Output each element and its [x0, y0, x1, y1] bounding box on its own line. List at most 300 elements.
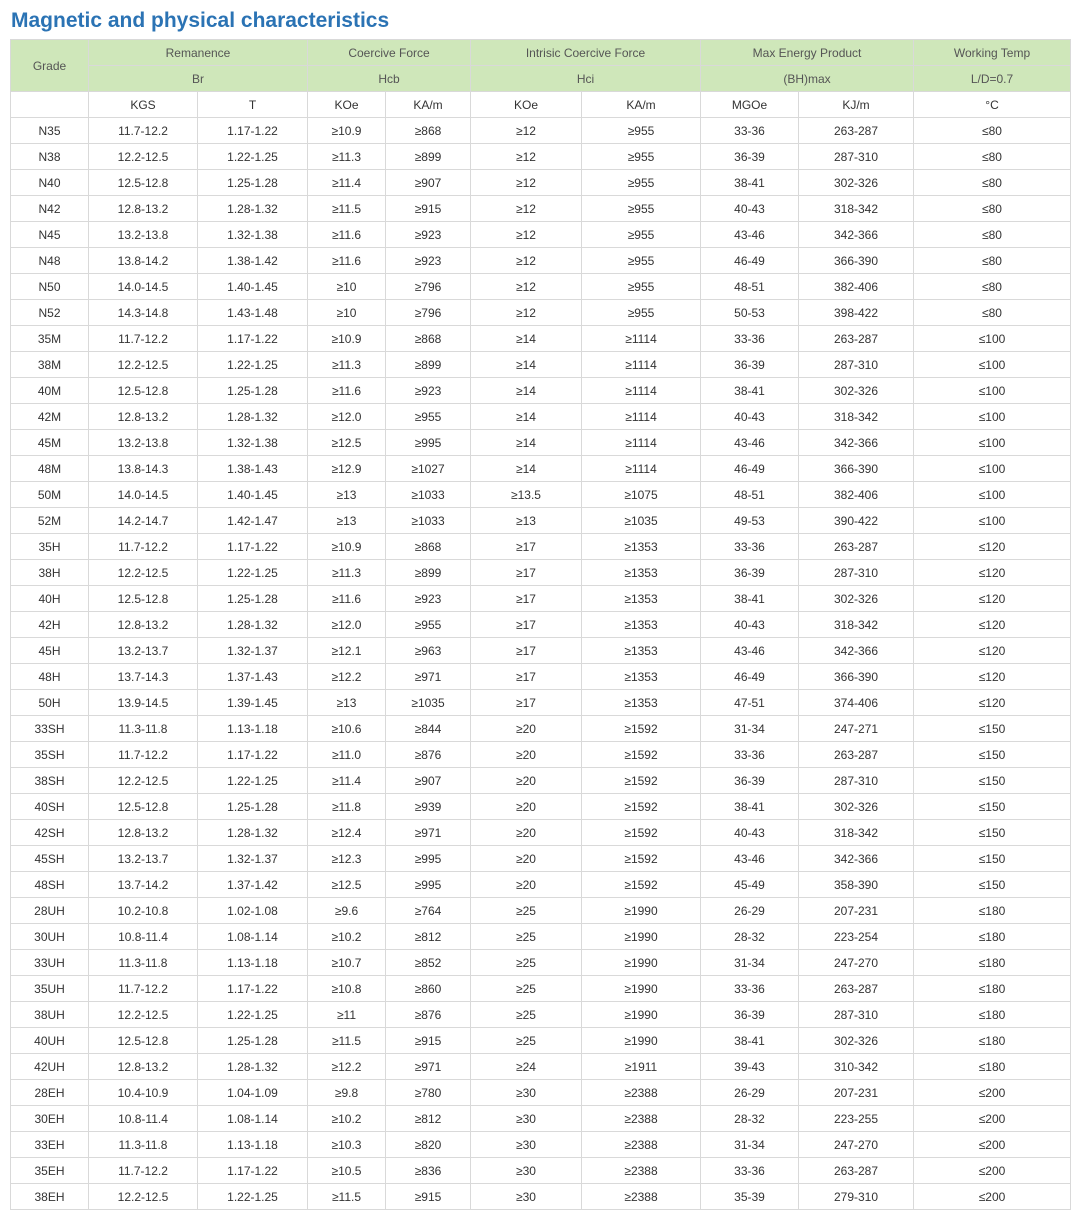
value-cell: 40-43 [701, 612, 799, 638]
grade-cell: N50 [11, 274, 89, 300]
value-cell: ≥844 [386, 716, 471, 742]
value-cell: 13.8-14.2 [89, 248, 198, 274]
value-cell: 302-326 [799, 378, 914, 404]
value-cell: 263-287 [799, 118, 914, 144]
value-cell: ≥12.0 [308, 404, 386, 430]
value-cell: 1.17-1.22 [198, 976, 308, 1002]
value-cell: ≥12 [471, 222, 582, 248]
value-cell: 38-41 [701, 794, 799, 820]
value-cell: ≥11.3 [308, 352, 386, 378]
value-cell: 1.08-1.14 [198, 1106, 308, 1132]
table-row [11, 1184, 1071, 1210]
value-cell: ≥14 [471, 456, 582, 482]
value-cell: 40-43 [701, 404, 799, 430]
table-row [11, 430, 1071, 456]
value-cell: 43-46 [701, 222, 799, 248]
value-cell: ≥12.2 [308, 664, 386, 690]
value-cell: ≥30 [471, 1158, 582, 1184]
value-cell: ≥14 [471, 352, 582, 378]
grade-cell: N52 [11, 300, 89, 326]
value-cell: ≥1990 [582, 1028, 701, 1054]
value-cell: ≤180 [914, 1028, 1071, 1054]
value-cell: 12.5-12.8 [89, 170, 198, 196]
value-cell: 1.04-1.09 [198, 1080, 308, 1106]
value-cell: ≥923 [386, 248, 471, 274]
value-cell: ≥1035 [386, 690, 471, 716]
value-cell: ≥25 [471, 976, 582, 1002]
value-cell: ≥955 [582, 300, 701, 326]
grade-cell: N42 [11, 196, 89, 222]
value-cell: ≥11.8 [308, 794, 386, 820]
value-cell: ≥13 [308, 508, 386, 534]
value-cell: ≥907 [386, 170, 471, 196]
value-cell: 12.8-13.2 [89, 404, 198, 430]
grade-cell: 45H [11, 638, 89, 664]
value-cell: 1.43-1.48 [198, 300, 308, 326]
table-row [11, 1158, 1071, 1184]
value-cell: 1.40-1.45 [198, 274, 308, 300]
table-row [11, 300, 1071, 326]
value-cell: 1.22-1.25 [198, 352, 308, 378]
unit-cell: KJ/m [799, 92, 914, 118]
value-cell: 11.7-12.2 [89, 976, 198, 1002]
value-cell: ≤150 [914, 716, 1071, 742]
value-cell: ≥25 [471, 1028, 582, 1054]
value-cell: 1.17-1.22 [198, 326, 308, 352]
table-row [11, 976, 1071, 1002]
value-cell: ≥971 [386, 664, 471, 690]
value-cell: ≥955 [582, 144, 701, 170]
grade-cell: 42H [11, 612, 89, 638]
value-cell: ≥12.5 [308, 872, 386, 898]
grade-cell: 28UH [11, 898, 89, 924]
value-cell: ≥2388 [582, 1184, 701, 1210]
value-cell: ≥11.4 [308, 768, 386, 794]
value-cell: ≥10.3 [308, 1132, 386, 1158]
value-cell: 14.0-14.5 [89, 482, 198, 508]
value-cell: 342-366 [799, 846, 914, 872]
unit-cell: MGOe [701, 92, 799, 118]
value-cell: 366-390 [799, 248, 914, 274]
value-cell: ≥20 [471, 820, 582, 846]
value-cell: 1.28-1.32 [198, 612, 308, 638]
grade-cell: 42SH [11, 820, 89, 846]
value-cell: ≤180 [914, 898, 1071, 924]
value-cell: ≤200 [914, 1106, 1071, 1132]
value-cell: 342-366 [799, 430, 914, 456]
value-cell: ≥1592 [582, 872, 701, 898]
value-cell: ≥25 [471, 898, 582, 924]
value-cell: ≤150 [914, 768, 1071, 794]
value-cell: 302-326 [799, 1028, 914, 1054]
value-cell: 342-366 [799, 222, 914, 248]
table-row [11, 1054, 1071, 1080]
value-cell: 382-406 [799, 482, 914, 508]
table-row [11, 1002, 1071, 1028]
value-cell: ≥11.5 [308, 1028, 386, 1054]
value-cell: ≥1592 [582, 846, 701, 872]
value-cell: ≥13.5 [471, 482, 582, 508]
value-cell: ≥12.5 [308, 430, 386, 456]
grade-cell: N45 [11, 222, 89, 248]
value-cell: ≥1990 [582, 950, 701, 976]
value-cell: ≥14 [471, 378, 582, 404]
value-cell: 47-51 [701, 690, 799, 716]
value-cell: ≥12.2 [308, 1054, 386, 1080]
value-cell: ≥796 [386, 274, 471, 300]
value-cell: ≥11.6 [308, 378, 386, 404]
value-cell: ≥11.3 [308, 144, 386, 170]
value-cell: ≥14 [471, 430, 582, 456]
value-cell: 12.2-12.5 [89, 144, 198, 170]
value-cell: 223-255 [799, 1106, 914, 1132]
value-cell: ≥907 [386, 768, 471, 794]
value-cell: ≥812 [386, 924, 471, 950]
value-cell: ≥899 [386, 560, 471, 586]
value-cell: ≥12 [471, 274, 582, 300]
value-cell: 28-32 [701, 1106, 799, 1132]
value-cell: 11.7-12.2 [89, 118, 198, 144]
value-cell: ≥12 [471, 300, 582, 326]
value-cell: 12.8-13.2 [89, 612, 198, 638]
value-cell: 1.25-1.28 [198, 170, 308, 196]
value-cell: ≥17 [471, 690, 582, 716]
table-row [11, 638, 1071, 664]
value-cell: ≥12 [471, 144, 582, 170]
value-cell: ≤80 [914, 170, 1071, 196]
value-cell: ≤200 [914, 1184, 1071, 1210]
value-cell: ≤100 [914, 456, 1071, 482]
value-cell: 366-390 [799, 456, 914, 482]
value-cell: 263-287 [799, 1158, 914, 1184]
value-cell: ≥852 [386, 950, 471, 976]
value-cell: 302-326 [799, 170, 914, 196]
value-cell: ≥955 [386, 404, 471, 430]
unit-cell [11, 92, 89, 118]
value-cell: 1.40-1.45 [198, 482, 308, 508]
value-cell: ≥10.9 [308, 118, 386, 144]
value-cell: 13.2-13.7 [89, 846, 198, 872]
value-cell: 31-34 [701, 716, 799, 742]
value-cell: 12.2-12.5 [89, 560, 198, 586]
value-cell: ≥20 [471, 716, 582, 742]
value-cell: ≥899 [386, 352, 471, 378]
value-cell: 43-46 [701, 430, 799, 456]
value-cell: ≤80 [914, 274, 1071, 300]
grade-cell: 45M [11, 430, 89, 456]
unit-cell: T [198, 92, 308, 118]
value-cell: 1.28-1.32 [198, 1054, 308, 1080]
value-cell: 43-46 [701, 846, 799, 872]
value-cell: 13.8-14.3 [89, 456, 198, 482]
value-cell: 12.8-13.2 [89, 196, 198, 222]
table-row [11, 222, 1071, 248]
grade-cell: 40H [11, 586, 89, 612]
value-cell: 1.32-1.38 [198, 222, 308, 248]
table-row [11, 1132, 1071, 1158]
value-cell: ≥2388 [582, 1158, 701, 1184]
value-cell: 1.37-1.42 [198, 872, 308, 898]
value-cell: ≤180 [914, 924, 1071, 950]
value-cell: ≥10.2 [308, 924, 386, 950]
grade-cell: 38UH [11, 1002, 89, 1028]
value-cell: 1.17-1.22 [198, 742, 308, 768]
value-cell: ≥1114 [582, 404, 701, 430]
value-cell: ≥12.1 [308, 638, 386, 664]
value-cell: ≥11 [308, 1002, 386, 1028]
value-cell: ≥10 [308, 300, 386, 326]
value-cell: ≤120 [914, 664, 1071, 690]
value-cell: ≥1033 [386, 508, 471, 534]
header-row-symbols [11, 66, 1071, 92]
value-cell: ≥25 [471, 1002, 582, 1028]
value-cell: 31-34 [701, 950, 799, 976]
value-cell: ≥10.9 [308, 326, 386, 352]
value-cell: ≤80 [914, 196, 1071, 222]
value-cell: 11.7-12.2 [89, 534, 198, 560]
grade-cell: 28EH [11, 1080, 89, 1106]
value-cell: 287-310 [799, 352, 914, 378]
value-cell: ≤80 [914, 248, 1071, 274]
value-cell: 1.22-1.25 [198, 1002, 308, 1028]
value-cell: 26-29 [701, 898, 799, 924]
value-cell: 12.2-12.5 [89, 1184, 198, 1210]
value-cell: ≥17 [471, 560, 582, 586]
value-cell: ≥868 [386, 326, 471, 352]
header-br: Br [89, 66, 308, 92]
table-row [11, 274, 1071, 300]
value-cell: ≥11.6 [308, 248, 386, 274]
value-cell: 1.37-1.43 [198, 664, 308, 690]
value-cell: ≤180 [914, 976, 1071, 1002]
value-cell: ≥12.9 [308, 456, 386, 482]
value-cell: 36-39 [701, 560, 799, 586]
header-grade: Grade [11, 40, 89, 92]
value-cell: 38-41 [701, 586, 799, 612]
value-cell: ≤120 [914, 638, 1071, 664]
grade-cell: 35UH [11, 976, 89, 1002]
value-cell: ≥20 [471, 872, 582, 898]
value-cell: 263-287 [799, 742, 914, 768]
value-cell: 35-39 [701, 1184, 799, 1210]
header-ld-ratio: L/D=0.7 [914, 66, 1071, 92]
value-cell: 12.8-13.2 [89, 820, 198, 846]
value-cell: 10.2-10.8 [89, 898, 198, 924]
table-row [11, 248, 1071, 274]
value-cell: 13.2-13.7 [89, 638, 198, 664]
value-cell: ≥25 [471, 924, 582, 950]
table-row [11, 872, 1071, 898]
value-cell: ≤150 [914, 846, 1071, 872]
value-cell: 398-422 [799, 300, 914, 326]
value-cell: 302-326 [799, 586, 914, 612]
value-cell: 11.7-12.2 [89, 326, 198, 352]
table-row [11, 820, 1071, 846]
value-cell: 13.7-14.2 [89, 872, 198, 898]
table-row [11, 404, 1071, 430]
value-cell: ≥1592 [582, 716, 701, 742]
value-cell: ≥17 [471, 586, 582, 612]
value-cell: ≥923 [386, 222, 471, 248]
value-cell: 1.25-1.28 [198, 378, 308, 404]
table-row [11, 170, 1071, 196]
value-cell: 318-342 [799, 196, 914, 222]
units-row [11, 92, 1071, 118]
value-cell: 10.8-11.4 [89, 924, 198, 950]
value-cell: 342-366 [799, 638, 914, 664]
value-cell: ≥13 [471, 508, 582, 534]
value-cell: ≥955 [582, 196, 701, 222]
table-row [11, 690, 1071, 716]
value-cell: ≥10.5 [308, 1158, 386, 1184]
value-cell: ≥899 [386, 144, 471, 170]
value-cell: 207-231 [799, 898, 914, 924]
value-cell: ≥780 [386, 1080, 471, 1106]
characteristics-table [10, 39, 1071, 1210]
value-cell: 287-310 [799, 768, 914, 794]
value-cell: ≥868 [386, 118, 471, 144]
value-cell: ≥14 [471, 326, 582, 352]
value-cell: ≥14 [471, 404, 582, 430]
value-cell: 1.22-1.25 [198, 144, 308, 170]
grade-cell: 48M [11, 456, 89, 482]
value-cell: 43-46 [701, 638, 799, 664]
header-row-groups [11, 40, 1071, 66]
value-cell: ≥11.6 [308, 222, 386, 248]
value-cell: ≥11.4 [308, 170, 386, 196]
value-cell: 247-271 [799, 716, 914, 742]
value-cell: 207-231 [799, 1080, 914, 1106]
grade-cell: 35H [11, 534, 89, 560]
value-cell: 318-342 [799, 820, 914, 846]
value-cell: ≥1035 [582, 508, 701, 534]
value-cell: 11.3-11.8 [89, 1132, 198, 1158]
grade-cell: 38SH [11, 768, 89, 794]
value-cell: ≥9.8 [308, 1080, 386, 1106]
value-cell: 33-36 [701, 534, 799, 560]
grade-cell: 40M [11, 378, 89, 404]
value-cell: 33-36 [701, 326, 799, 352]
value-cell: 14.3-14.8 [89, 300, 198, 326]
value-cell: ≤100 [914, 508, 1071, 534]
table-row [11, 482, 1071, 508]
header-bhmax: (BH)max [701, 66, 914, 92]
table-row [11, 1080, 1071, 1106]
grade-cell: 40UH [11, 1028, 89, 1054]
unit-cell: KOe [308, 92, 386, 118]
value-cell: ≥1353 [582, 534, 701, 560]
grade-cell: N35 [11, 118, 89, 144]
table-row [11, 508, 1071, 534]
value-cell: ≥9.6 [308, 898, 386, 924]
grade-cell: 35EH [11, 1158, 89, 1184]
value-cell: 382-406 [799, 274, 914, 300]
value-cell: 1.32-1.37 [198, 638, 308, 664]
value-cell: ≤150 [914, 872, 1071, 898]
grade-cell: 38H [11, 560, 89, 586]
value-cell: 33-36 [701, 976, 799, 1002]
value-cell: ≤80 [914, 222, 1071, 248]
value-cell: ≥876 [386, 742, 471, 768]
table-row [11, 1028, 1071, 1054]
value-cell: ≤120 [914, 612, 1071, 638]
value-cell: ≥20 [471, 846, 582, 872]
value-cell: ≥915 [386, 1028, 471, 1054]
value-cell: 1.42-1.47 [198, 508, 308, 534]
value-cell: 1.38-1.42 [198, 248, 308, 274]
header-intrinsic-coercive-force: Intrisic Coercive Force [471, 40, 701, 66]
value-cell: 40-43 [701, 196, 799, 222]
value-cell: ≥955 [582, 222, 701, 248]
value-cell: 1.08-1.14 [198, 924, 308, 950]
value-cell: ≥1990 [582, 1002, 701, 1028]
value-cell: 26-29 [701, 1080, 799, 1106]
value-cell: ≥923 [386, 586, 471, 612]
value-cell: ≥1990 [582, 976, 701, 1002]
value-cell: 247-270 [799, 950, 914, 976]
value-cell: 31-34 [701, 1132, 799, 1158]
grade-cell: 38M [11, 352, 89, 378]
value-cell: ≥1114 [582, 326, 701, 352]
value-cell: ≤80 [914, 300, 1071, 326]
value-cell: ≥2388 [582, 1080, 701, 1106]
value-cell: ≥1027 [386, 456, 471, 482]
value-cell: ≤120 [914, 586, 1071, 612]
value-cell: ≤200 [914, 1080, 1071, 1106]
value-cell: 390-422 [799, 508, 914, 534]
value-cell: 1.02-1.08 [198, 898, 308, 924]
value-cell: ≥995 [386, 846, 471, 872]
value-cell: 10.4-10.9 [89, 1080, 198, 1106]
value-cell: 1.32-1.38 [198, 430, 308, 456]
value-cell: 1.38-1.43 [198, 456, 308, 482]
value-cell: 287-310 [799, 144, 914, 170]
value-cell: ≤150 [914, 820, 1071, 846]
header-working-temp: Working Temp [914, 40, 1071, 66]
value-cell: ≥860 [386, 976, 471, 1002]
value-cell: ≥10.2 [308, 1106, 386, 1132]
value-cell: ≥24 [471, 1054, 582, 1080]
value-cell: 263-287 [799, 976, 914, 1002]
value-cell: ≥1592 [582, 768, 701, 794]
value-cell: ≤100 [914, 404, 1071, 430]
value-cell: ≥12.3 [308, 846, 386, 872]
value-cell: ≥1353 [582, 586, 701, 612]
value-cell: 50-53 [701, 300, 799, 326]
table-row [11, 768, 1071, 794]
value-cell: ≥1114 [582, 378, 701, 404]
value-cell: ≥1353 [582, 664, 701, 690]
value-cell: 1.39-1.45 [198, 690, 308, 716]
value-cell: ≥17 [471, 638, 582, 664]
table-row [11, 898, 1071, 924]
value-cell: ≥955 [582, 274, 701, 300]
value-cell: ≥1990 [582, 924, 701, 950]
grade-cell: 50M [11, 482, 89, 508]
value-cell: 1.28-1.32 [198, 196, 308, 222]
value-cell: ≥1353 [582, 612, 701, 638]
value-cell: 1.22-1.25 [198, 560, 308, 586]
table-row [11, 118, 1071, 144]
header-hci: Hci [471, 66, 701, 92]
value-cell: 263-287 [799, 534, 914, 560]
table-row [11, 716, 1071, 742]
value-cell: ≥955 [582, 118, 701, 144]
value-cell: ≤180 [914, 1002, 1071, 1028]
value-cell: 11.7-12.2 [89, 1158, 198, 1184]
value-cell: 12.5-12.8 [89, 378, 198, 404]
grade-cell: 30EH [11, 1106, 89, 1132]
